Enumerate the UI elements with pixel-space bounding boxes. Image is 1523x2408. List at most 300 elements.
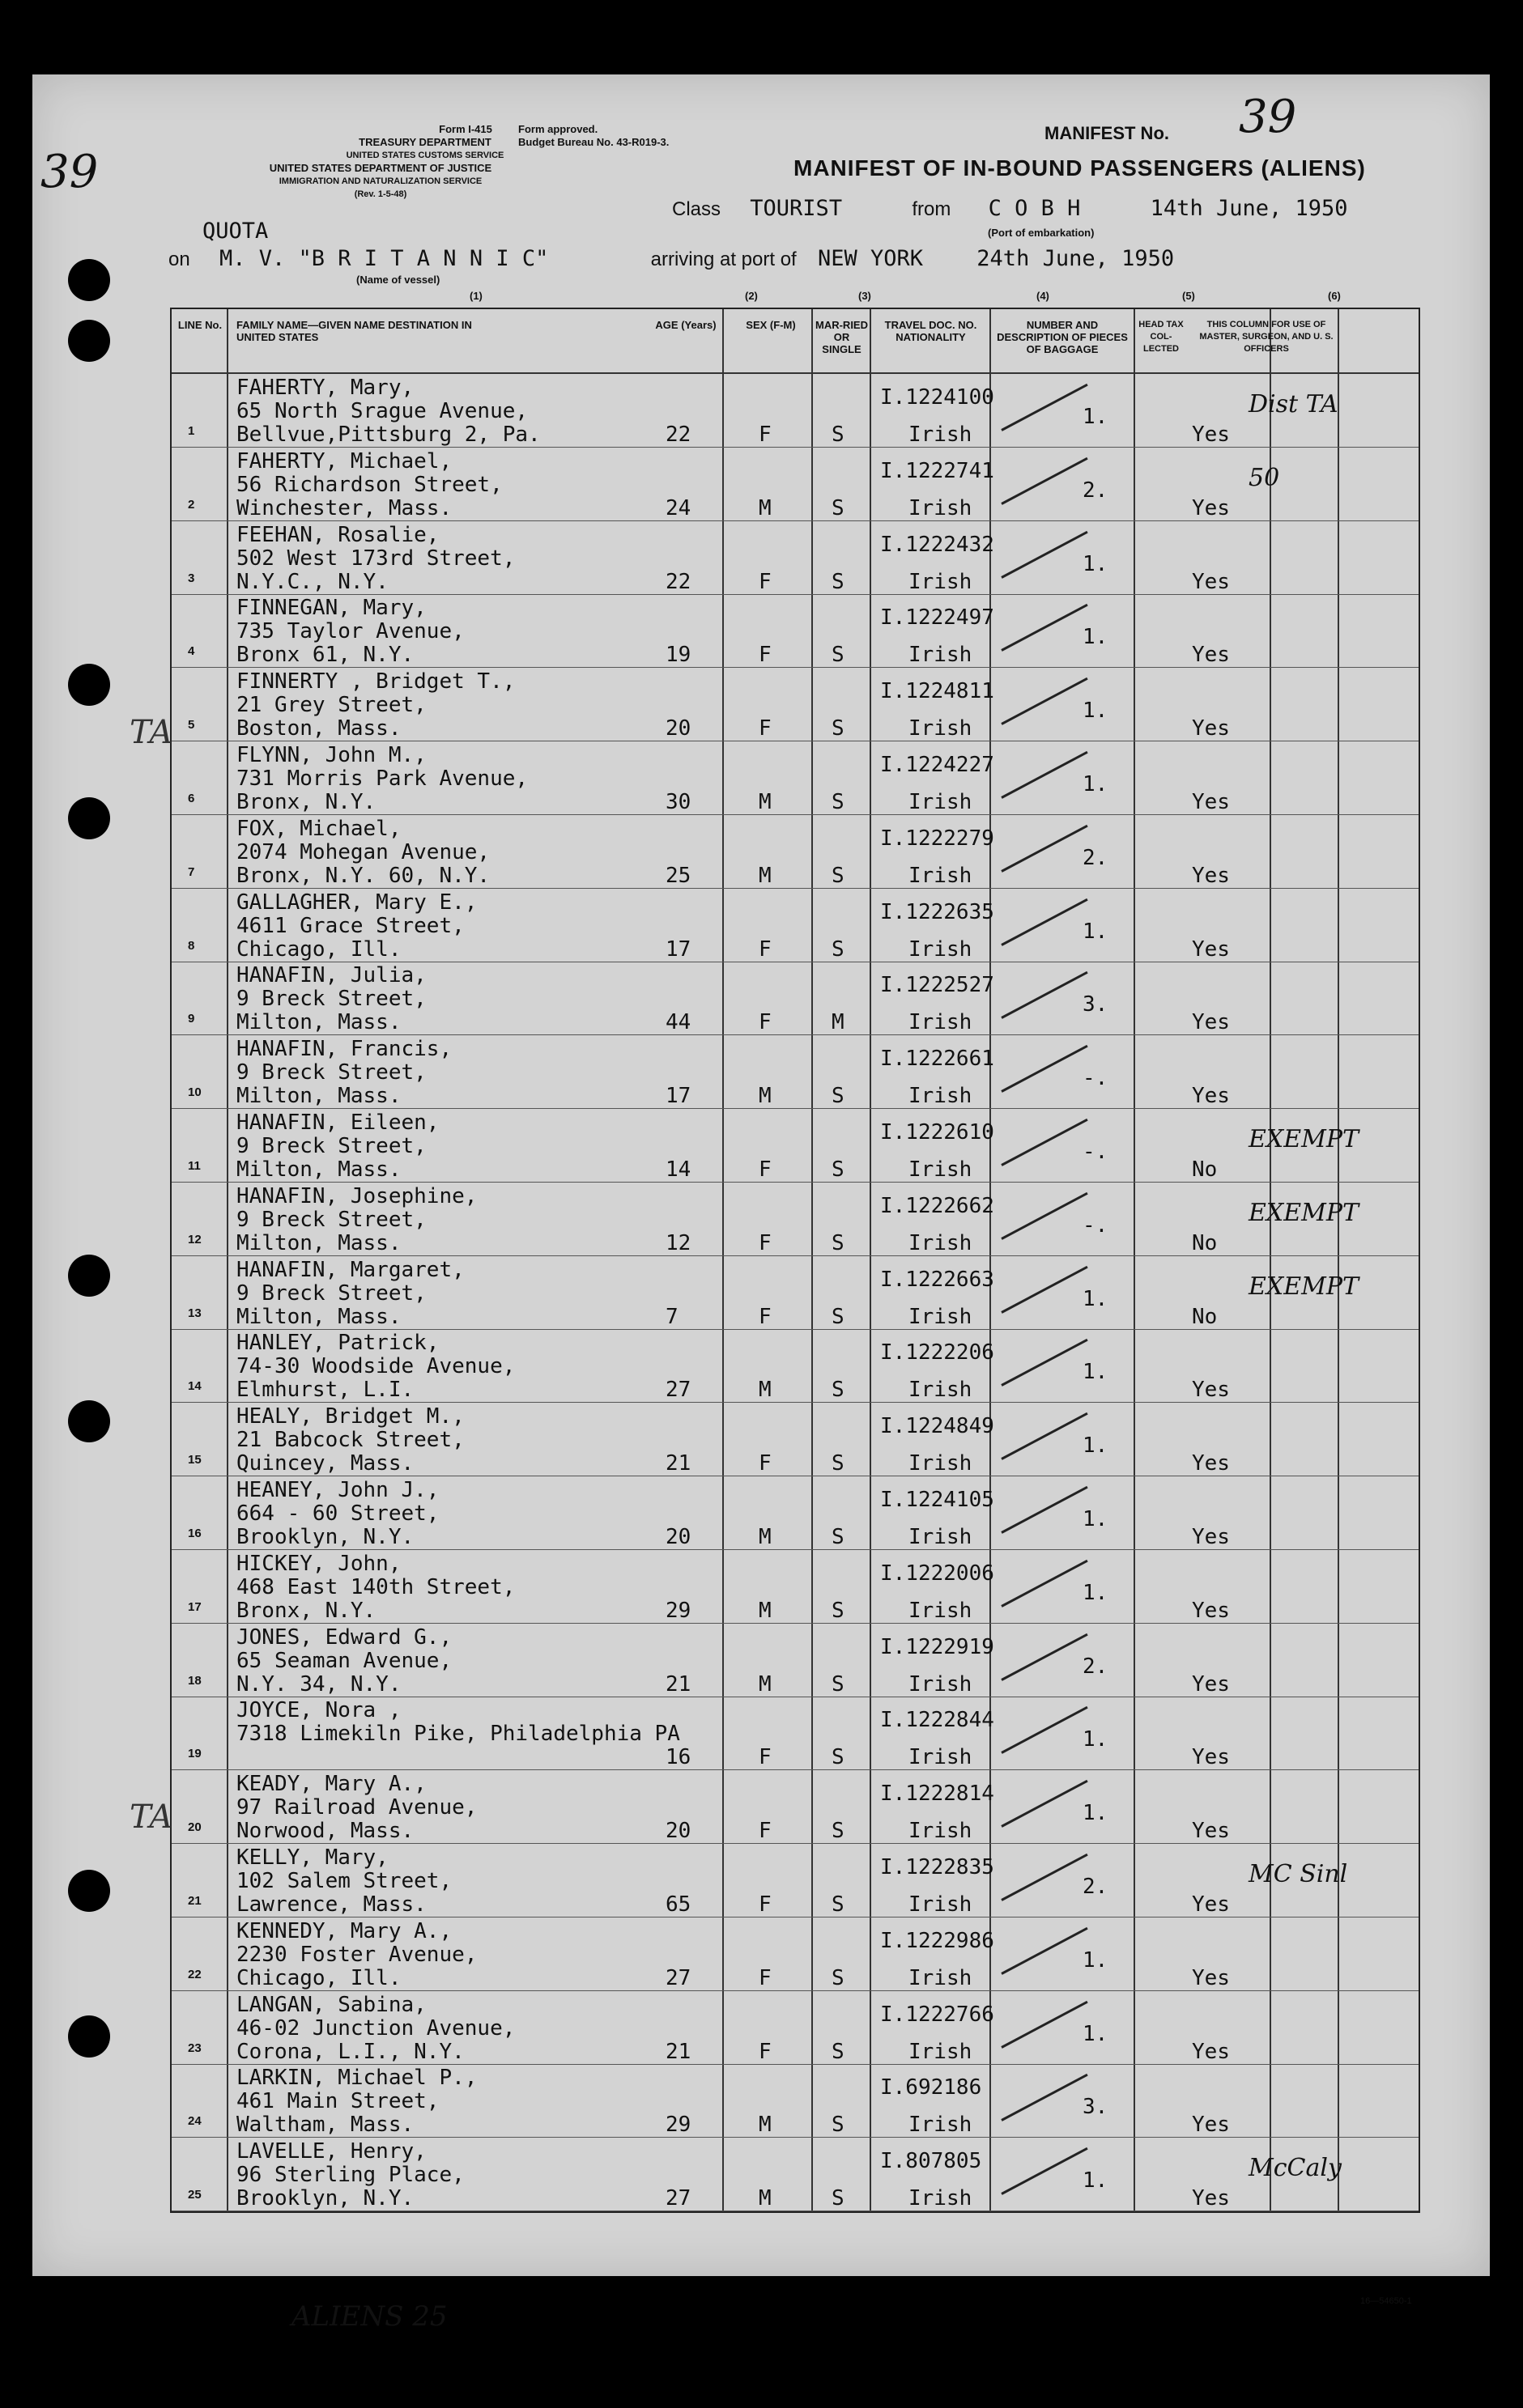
line-number: 11 (188, 1159, 201, 1173)
table-row (172, 1183, 1419, 1256)
table-row (172, 741, 1419, 815)
passenger-sex: F (759, 1965, 772, 1990)
treasury-dept: TREASURY DEPARTMENT (359, 136, 491, 148)
travel-doc-number: I.1222662 (880, 1193, 994, 1218)
officer-note: EXEMPT (1249, 1272, 1359, 1301)
passenger-address: 74-30 Woodside Avenue, (236, 1354, 516, 1379)
passenger-city: Winchester, Mass. (236, 495, 453, 520)
check-mark-icon (1001, 1339, 1087, 1387)
nationality: Irish (908, 1378, 972, 1403)
passenger-address: 468 East 140th Street, (236, 1574, 516, 1599)
travel-doc-number: I.1222006 (880, 1561, 994, 1586)
passenger-name: HEANEY, John J., (236, 1478, 440, 1502)
passenger-name: HANAFIN, Margaret, (236, 1257, 465, 1282)
passenger-age: 25 (666, 863, 691, 888)
passenger-address: 2074 Mohegan Avenue, (236, 839, 491, 864)
nationality: Irish (908, 1230, 972, 1255)
marital-status: S (832, 1525, 844, 1549)
head-tax: Yes (1192, 1378, 1230, 1403)
baggage-count: 2. (1083, 1654, 1108, 1679)
passenger-sex: F (759, 1010, 772, 1035)
head-tax: Yes (1192, 1084, 1230, 1109)
marital-status: S (832, 1965, 844, 1990)
passenger-age: 27 (666, 2186, 691, 2211)
passenger-city: Milton, Mass. (236, 1010, 402, 1035)
passenger-sex: M (759, 1084, 772, 1109)
head-tax: Yes (1192, 1671, 1230, 1697)
marital-status: S (832, 2186, 844, 2211)
nationality: Irish (908, 1010, 972, 1035)
head-tax: Yes (1192, 2113, 1230, 2138)
nationality: Irish (908, 1819, 972, 1844)
baggage-count: 1. (1083, 699, 1108, 724)
passenger-sex: F (759, 423, 772, 447)
line-number: 18 (188, 1673, 202, 1688)
table-row (172, 2064, 1419, 2138)
arrival-port: NEW YORK (817, 246, 924, 271)
nationality: Irish (908, 1304, 972, 1329)
table-row (172, 1917, 1419, 1991)
passenger-sex: M (759, 2186, 772, 2211)
passenger-sex: F (759, 1230, 772, 1255)
baggage-count: 1. (1083, 1727, 1108, 1752)
passenger-age: 44 (666, 1010, 691, 1035)
passenger-sex: M (759, 495, 772, 520)
passenger-sex: M (759, 790, 772, 814)
col-name: FAMILY NAME—GIVEN NAME DESTINATION IN UNITED STATES (236, 319, 472, 343)
passenger-name: KELLY, Mary, (236, 1845, 389, 1870)
passenger-city: Milton, Mass. (236, 1230, 402, 1255)
line-number: 22 (188, 1967, 202, 1981)
col-num-5: (5) (1182, 290, 1195, 302)
table-row (172, 448, 1419, 521)
table-row (172, 594, 1419, 668)
line-number: 5 (188, 718, 195, 733)
check-mark-icon (1001, 384, 1087, 431)
officer-note: Dist TA (1249, 390, 1338, 418)
head-tax: Yes (1192, 716, 1230, 741)
nationality: Irish (908, 1525, 972, 1549)
passenger-sex: F (759, 2039, 772, 2064)
passenger-name: LAVELLE, Henry, (236, 2139, 427, 2164)
check-mark-icon (1001, 1192, 1087, 1240)
line-number: 10 (188, 1085, 202, 1100)
passenger-address: 2230 Foster Avenue, (236, 1942, 478, 1967)
line-number: 24 (188, 2114, 202, 2129)
baggage-count: 1. (1083, 551, 1108, 576)
passenger-age: 27 (666, 1378, 691, 1403)
marital-status: S (832, 1304, 844, 1329)
budget-approval (518, 123, 669, 149)
line-number: 2 (188, 497, 195, 512)
table-row (172, 2138, 1419, 2211)
passenger-age: 7 (666, 1304, 679, 1329)
port-embarkation-note: (Port of embarkation) (988, 227, 1095, 239)
marital-status: S (832, 1230, 844, 1255)
nationality: Irish (908, 716, 972, 741)
class-line (672, 196, 1348, 221)
marital-status: S (832, 2039, 844, 2064)
passenger-city: Milton, Mass. (236, 1157, 402, 1182)
table-row (172, 1550, 1419, 1624)
passenger-name: HANLEY, Patrick, (236, 1331, 440, 1356)
marital-status: S (832, 936, 844, 962)
head-tax: Yes (1192, 643, 1230, 668)
margin-mark-ta: TA (130, 714, 173, 751)
head-tax: Yes (1192, 569, 1230, 594)
passenger-city: Milton, Mass. (236, 1084, 402, 1109)
passenger-city: Bronx, N.Y. (236, 1598, 376, 1623)
punch-hole (68, 1400, 110, 1442)
travel-doc-number: I.692186 (880, 2075, 982, 2100)
passenger-address: 461 Main Street, (236, 2089, 440, 2114)
check-mark-icon (1001, 1486, 1087, 1534)
passenger-age: 12 (666, 1230, 691, 1255)
line-number: 25 (188, 2188, 202, 2202)
check-mark-icon (1001, 2147, 1087, 2195)
col-num-6: (6) (1328, 290, 1341, 302)
travel-doc-number: I.807805 (880, 2149, 982, 2174)
travel-doc-number: I.1222527 (880, 973, 994, 998)
baggage-count: 1. (1083, 1286, 1108, 1311)
baggage-count: -. (1083, 1140, 1108, 1164)
marital-status: S (832, 1745, 844, 1770)
marital-status: S (832, 1084, 844, 1109)
passenger-name: FAHERTY, Michael, (236, 448, 453, 474)
table-row (172, 1844, 1419, 1917)
check-mark-icon (1001, 1854, 1087, 1901)
travel-doc-number: I.1222635 (880, 899, 994, 924)
arriving-label: arriving at port of (650, 248, 797, 270)
nationality: Irish (908, 1745, 972, 1770)
nationality: Irish (908, 863, 972, 888)
line-number: 7 (188, 864, 195, 879)
check-mark-icon (1001, 530, 1087, 578)
punch-hole (68, 1870, 110, 1912)
table-row (172, 889, 1419, 962)
passenger-address: 9 Breck Street, (236, 987, 427, 1012)
marital-status: S (832, 569, 844, 594)
passenger-city: Milton, Mass. (236, 1304, 402, 1329)
table-row (172, 815, 1419, 889)
baggage-count: 1. (1083, 1507, 1108, 1531)
travel-doc-number: I.1222206 (880, 1340, 994, 1365)
nationality: Irish (908, 495, 972, 520)
passenger-age: 22 (666, 569, 691, 594)
passenger-age: 21 (666, 1671, 691, 1697)
passenger-name: HANAFIN, Julia, (236, 963, 427, 988)
head-tax: Yes (1192, 1819, 1230, 1844)
travel-doc-number: I.1222814 (880, 1782, 994, 1807)
travel-doc-number: I.1222497 (880, 605, 994, 631)
table-row (172, 1697, 1419, 1770)
baggage-count: 2. (1083, 845, 1108, 870)
table-row (172, 1035, 1419, 1109)
head-tax: Yes (1192, 1010, 1230, 1035)
passenger-sex: F (759, 716, 772, 741)
check-mark-icon (1001, 604, 1087, 652)
col-line: LINE No. (177, 319, 223, 331)
baggage-count: 2. (1083, 1875, 1108, 1899)
form-number: Form I-415 (439, 123, 492, 135)
col-married: MAR-RIED OR SINGLE (815, 319, 868, 355)
passenger-name: KEADY, Mary A., (236, 1772, 427, 1797)
passenger-name: FINNERTY , Bridget T., (236, 669, 516, 694)
baggage-count: 3. (1083, 992, 1108, 1017)
passenger-age: 29 (666, 1598, 691, 1623)
line-number: 15 (188, 1453, 202, 1467)
passenger-address: 9 Breck Street, (236, 1060, 427, 1085)
nationality: Irish (908, 936, 972, 962)
passenger-age: 17 (666, 1084, 691, 1109)
nationality: Irish (908, 1598, 972, 1623)
officer-note: EXEMPT (1249, 1198, 1359, 1227)
passenger-age: 14 (666, 1157, 691, 1182)
nationality: Irish (908, 1892, 972, 1917)
passenger-address: 65 North Srague Avenue, (236, 399, 529, 423)
nationality: Irish (908, 1451, 972, 1476)
passenger-table (170, 308, 1420, 2213)
punch-hole (68, 2015, 110, 2058)
corner-page-number: 39 (40, 146, 99, 198)
baggage-count: 1. (1083, 2168, 1108, 2194)
line-number: 8 (188, 938, 195, 953)
col-travel-doc: TRAVEL DOC. NO. NATIONALITY (884, 319, 977, 343)
passenger-age: 20 (666, 1525, 691, 1549)
punch-hole (68, 320, 110, 362)
head-tax: Yes (1192, 863, 1230, 888)
passenger-sex: F (759, 1451, 772, 1476)
passenger-address: 731 Morris Park Avenue, (236, 767, 529, 791)
vessel-line (168, 246, 1174, 271)
nationality: Irish (908, 569, 972, 594)
head-tax: Yes (1192, 1451, 1230, 1476)
baggage-count: 1. (1083, 1433, 1108, 1459)
check-mark-icon (1001, 2074, 1087, 2121)
marital-status: S (832, 1157, 844, 1182)
col-officers: THIS COLUMN FOR USE OF MASTER, SURGEON, AND U. S. OFFICERS (1199, 320, 1334, 354)
passenger-city: Bronx, N.Y. 60, N.Y. (236, 863, 491, 888)
col-num-1: (1) (470, 290, 483, 302)
passenger-address: 502 West 173rd Street, (236, 546, 516, 571)
check-mark-icon (1001, 2000, 1087, 2048)
aliens-total: ALIENS 25 (291, 2300, 448, 2333)
col-age: AGE (Years) (655, 319, 717, 331)
line-number: 20 (188, 1820, 202, 1835)
passenger-city: Lawrence, Mass. (236, 1892, 427, 1917)
passenger-name: FEEHAN, Rosalie, (236, 522, 440, 547)
class-label: Class (672, 198, 721, 220)
check-mark-icon (1001, 898, 1087, 945)
passenger-name: JOYCE, Nora , (236, 1698, 402, 1723)
vessel-name-note: (Name of vessel) (356, 274, 440, 286)
nationality: Irish (908, 790, 972, 814)
passenger-city: Bronx 61, N.Y. (236, 643, 415, 668)
passenger-name: FLYNN, John M., (236, 743, 427, 767)
passenger-name: HANAFIN, Eileen, (236, 1111, 440, 1135)
passenger-name: HEALY, Bridget M., (236, 1404, 465, 1429)
officer-note: EXEMPT (1249, 1125, 1359, 1153)
col-head-tax: HEAD TAX COL-LECTED (1138, 320, 1184, 354)
nationality: Irish (908, 423, 972, 447)
line-number: 4 (188, 644, 195, 659)
footer-form-number: 16—54650-1 (1360, 2296, 1412, 2306)
passenger-age: 21 (666, 1451, 691, 1476)
check-mark-icon (1001, 1560, 1087, 1607)
table-row (172, 1403, 1419, 1476)
travel-doc-number: I.1222741 (880, 458, 994, 483)
travel-doc-number: I.1224227 (880, 753, 994, 777)
passenger-address: 9 Breck Street, (236, 1207, 427, 1232)
passenger-city: Boston, Mass. (236, 716, 402, 741)
head-tax: Yes (1192, 1745, 1230, 1770)
from-value: C O B H (988, 196, 1081, 221)
baggage-count: 1. (1083, 2021, 1108, 2046)
baggage-count: 1. (1083, 919, 1108, 944)
form-approved: Form approved. (518, 123, 598, 135)
customs-service: UNITED STATES CUSTOMS SERVICE (346, 151, 504, 160)
travel-doc-number: I.1222766 (880, 2002, 994, 2027)
passenger-sex: M (759, 1671, 772, 1697)
head-tax: No (1192, 1157, 1218, 1182)
table-row (172, 374, 1419, 448)
passenger-address: 21 Babcock Street, (236, 1428, 465, 1453)
marital-status: S (832, 1892, 844, 1917)
check-mark-icon (1001, 1045, 1087, 1093)
departure-date: 14th June, 1950 (1150, 196, 1348, 221)
passenger-city: Brooklyn, N.Y. (236, 2186, 415, 2211)
passenger-age: 24 (666, 495, 691, 520)
manifest-number: 39 (1239, 91, 1297, 143)
passenger-name: FAHERTY, Mary, (236, 376, 415, 400)
passenger-city: Bellvue,Pittsburg 2, Pa. (236, 423, 541, 447)
passenger-sex: F (759, 569, 772, 594)
passenger-city: Chicago, Ill. (236, 1965, 402, 1990)
table-row (172, 1256, 1419, 1330)
marital-status: S (832, 495, 844, 520)
table-row (172, 1991, 1419, 2065)
table-row (172, 1109, 1419, 1183)
nationality: Irish (908, 1965, 972, 1990)
check-mark-icon (1001, 457, 1087, 505)
passenger-city: Corona, L.I., N.Y. (236, 2039, 465, 2064)
passenger-address: 4611 Grace Street, (236, 913, 465, 938)
punch-hole (68, 664, 110, 706)
check-mark-icon (1001, 1119, 1087, 1166)
check-mark-icon (1001, 677, 1087, 725)
check-mark-icon (1001, 1265, 1087, 1313)
table-row (172, 1770, 1419, 1844)
passenger-address: 664 - 60 Street, (236, 1501, 440, 1526)
baggage-count: 1. (1083, 1360, 1108, 1385)
passenger-address: 65 Seaman Avenue, (236, 1648, 453, 1673)
passenger-name: HICKEY, John, (236, 1551, 402, 1576)
passenger-name: FINNEGAN, Mary, (236, 596, 427, 621)
punch-hole (68, 1255, 110, 1297)
col-num-2: (2) (745, 290, 758, 302)
punch-hole (68, 797, 110, 839)
travel-doc-number: I.1224100 (880, 385, 994, 410)
line-number: 3 (188, 571, 195, 585)
line-number: 6 (188, 792, 195, 805)
marital-status: S (832, 423, 844, 447)
passenger-address: 21 Grey Street, (236, 693, 427, 718)
head-tax: Yes (1192, 1965, 1230, 1990)
marital-status: S (832, 1378, 844, 1403)
head-tax: Yes (1192, 423, 1230, 447)
passenger-sex: F (759, 1304, 772, 1329)
class-value: TOURIST (750, 196, 843, 221)
line-number: 19 (188, 1747, 202, 1761)
passenger-address: 46-02 Junction Avenue, (236, 2015, 516, 2041)
passenger-name: KENNEDY, Mary A., (236, 1918, 453, 1943)
manifest-number-label: MANIFEST No. (1044, 123, 1169, 143)
passenger-age: 17 (666, 936, 691, 962)
check-mark-icon (1001, 825, 1087, 873)
passenger-address: 97 Railroad Avenue, (236, 1795, 478, 1820)
passenger-age: 20 (666, 716, 691, 741)
passenger-sex: F (759, 643, 772, 668)
passenger-city: Brooklyn, N.Y. (236, 1525, 415, 1549)
travel-doc-number: I.1222279 (880, 826, 994, 851)
passenger-sex: F (759, 1892, 772, 1917)
passenger-city: N.Y.C., N.Y. (236, 569, 389, 594)
travel-doc-number: I.1222919 (880, 1634, 994, 1659)
passenger-name: LANGAN, Sabina, (236, 1992, 427, 2017)
line-number: 17 (188, 1599, 202, 1614)
budget-number: Budget Bureau No. 43-R019-3. (518, 136, 670, 148)
passenger-address: 102 Salem Street, (236, 1869, 453, 1893)
punch-hole (68, 259, 110, 301)
nationality: Irish (908, 643, 972, 668)
baggage-count: -. (1083, 1066, 1108, 1091)
baggage-count: 1. (1083, 625, 1108, 650)
passenger-age: 20 (666, 1819, 691, 1844)
passenger-name: FOX, Michael, (236, 816, 402, 841)
nationality: Irish (908, 2113, 972, 2138)
travel-doc-number: I.1222661 (880, 1047, 994, 1072)
justice-dept: UNITED STATES DEPARTMENT OF JUSTICE (269, 162, 492, 174)
travel-doc-number: I.1222432 (880, 532, 994, 557)
passenger-sex: F (759, 1819, 772, 1844)
passenger-sex: M (759, 2113, 772, 2138)
travel-doc-number: I.1222844 (880, 1708, 994, 1733)
line-number: 14 (188, 1379, 202, 1394)
passenger-age: 30 (666, 790, 691, 814)
nationality: Irish (908, 2039, 972, 2064)
table-row (172, 1624, 1419, 1697)
passenger-age: 65 (666, 1892, 691, 1917)
passenger-name: HANAFIN, Francis, (236, 1037, 453, 1062)
col-num-4: (4) (1036, 290, 1049, 302)
baggage-count: -. (1083, 1212, 1108, 1238)
check-mark-icon (1001, 1633, 1087, 1680)
line-number: 12 (188, 1232, 202, 1246)
passenger-city: N.Y. 34, N.Y. (236, 1671, 402, 1697)
nationality: Irish (908, 1157, 972, 1182)
form-revision: (Rev. 1-5-48) (354, 189, 407, 199)
on-label: on (168, 248, 190, 270)
head-tax: Yes (1192, 1525, 1230, 1549)
check-mark-icon (1001, 971, 1087, 1019)
baggage-count: 1. (1083, 1947, 1108, 1973)
head-tax: No (1192, 1230, 1218, 1255)
travel-doc-number: I.1224811 (880, 679, 994, 704)
baggage-count: 2. (1083, 478, 1108, 503)
passenger-name: GALLAGHER, Mary E., (236, 890, 478, 915)
col-baggage: NUMBER AND DESCRIPTION OF PIECES OF BAGGAGE (997, 319, 1128, 355)
marital-status: S (832, 1671, 844, 1697)
